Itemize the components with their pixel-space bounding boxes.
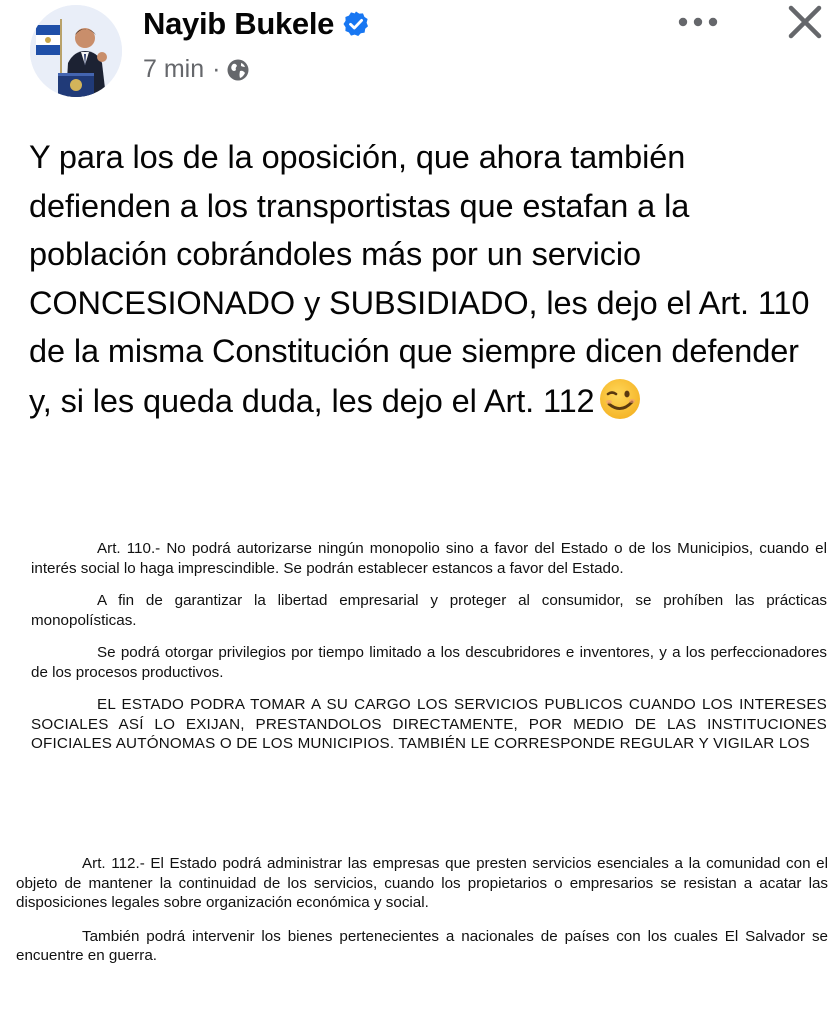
post-text (29, 133, 828, 425)
close-icon (787, 4, 823, 40)
article-110-excerpt (31, 539, 827, 778)
art112-paragraph-2: También podrá intervenir los bienes pertenecientes a nacionales de países con los cuales El Salvador se encuentre en guerra. (16, 927, 828, 964)
winking-face-emoji (597, 376, 643, 422)
avatar[interactable] (30, 5, 122, 97)
more-options-icon (676, 16, 720, 28)
more-options-button[interactable] (670, 6, 726, 38)
post-header (0, 0, 828, 110)
post-time[interactable]: 7 min (143, 55, 205, 83)
art110-paragraph-2: A fin de garantizar la libertad empresarial y proteger al consumidor, se prohíben las prácticas monopolísticas. (31, 592, 827, 629)
globe-icon[interactable] (226, 58, 250, 82)
author-name[interactable]: Nayib Bukele (143, 6, 335, 41)
post-meta (143, 55, 250, 84)
art112-paragraph-1: Art. 112.- El Estado podrá administrar las empresas que presten servicios esenciales a la comunidad con el objeto de mantener la continuidad de los servicios, cuando los propietarios o empresarios se resistan a acatar las disposiciones legales sobre organización económica y social. (16, 855, 828, 911)
author-row (143, 4, 370, 44)
crop-edge (31, 769, 827, 778)
art110-paragraph-1: Art. 110.- No podrá autorizarse ningún monopolio sino a favor del Estado o de los Municipios, cuando el interés social lo haga imprescindible. Se podrán establecer estancos a favor del Estado. (31, 540, 827, 577)
profile-photo (30, 5, 122, 97)
art110-paragraph-3: Se podrá otorgar privilegios por tiempo limitado a los descubridores e inventores, y a los perfeccionadores de los procesos productivos. (31, 644, 827, 681)
article-112-excerpt (16, 854, 828, 994)
verified-badge-icon (342, 10, 370, 38)
post-body: Y para los de la oposición, que ahora también defienden a los transportistas que estafan a la población cobrándoles más por un servicio CONCESIONADO y SUBSIDIADO, les dejo el Art. 110 de la misma Constitución que siempre dicen defender y, si les queda duda, les dejo el Art. 112 (29, 139, 810, 419)
close-button[interactable] (782, 0, 828, 44)
art110-paragraph-4: EL ESTADO PODRA TOMAR A SU CARGO LOS SERVICIOS PUBLICOS CUANDO LOS INTERESES SOCIALES ASÍ LO EXIJAN, PRESTANDOLOS DIRECTAMENTE, POR MEDIO DE LAS INSTITUCIONES OFICIALES AUTÓNOMAS O DE LOS MUNICIPIOS. TAMBIÉN LE CORRESPONDE REGULAR Y VIGILAR LOS (31, 696, 827, 752)
meta-separator: · (212, 55, 221, 83)
